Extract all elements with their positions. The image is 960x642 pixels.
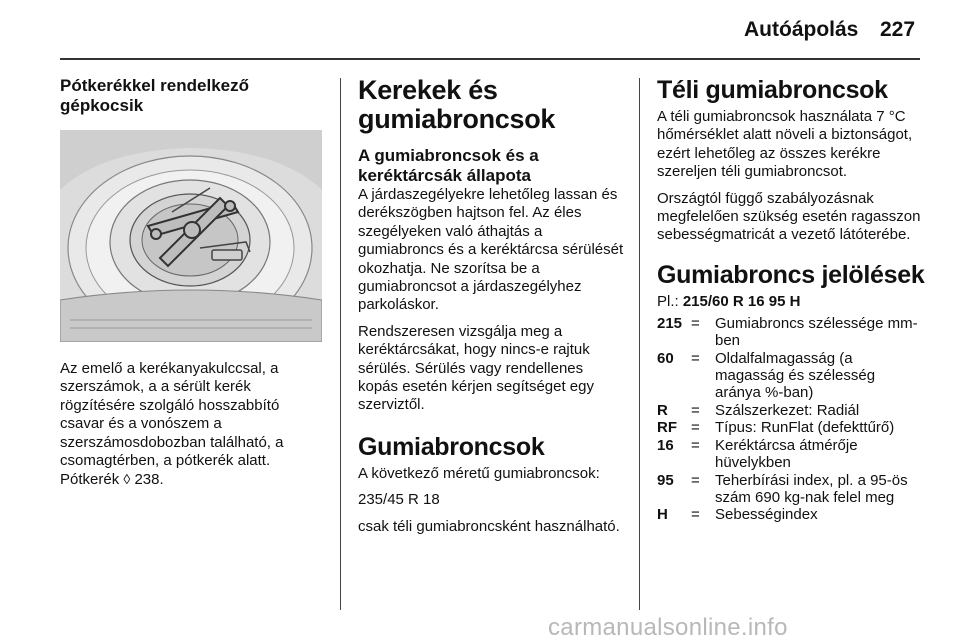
tyres-heading: Gumiabroncsok [358, 432, 545, 461]
section-title: Autóápolás [744, 18, 859, 41]
tyre-size: 235/45 R 18 [358, 491, 440, 509]
marking-desc: Sebességindex [715, 506, 818, 524]
winter-paragraph-2: Országtól függő szabályozásnak megfelelően szükség esetén ragasszon sebességmatricát a vezető látóterébe. [657, 189, 921, 244]
spare-wheel-illustration [60, 130, 322, 342]
marking-code: 60 [657, 349, 674, 367]
condition-paragraph-2: Rendszeresen vizsgálja meg a keréktárcsákat, hogy nincs-e rajtuk sérülés. Sérülés vagy rendellenes kopás esetén kérjen segítséget egy szerviztől. [358, 322, 594, 414]
reference-prefix: Pótkerék [60, 471, 124, 489]
marking-codes-table [657, 315, 925, 524]
column-right [657, 76, 925, 524]
header-divider [60, 58, 920, 60]
marking-example [657, 293, 925, 311]
marking-code-row [657, 506, 925, 523]
example-value: 215/60 R 16 95 H [682, 292, 801, 310]
marking-eq: = [691, 471, 700, 489]
column-left [60, 76, 322, 498]
marking-eq: = [691, 349, 700, 367]
spare-wheel-text [60, 360, 322, 490]
wheels-tyres-title: Kerekek és gumiabroncsok [358, 75, 556, 134]
winter-tyres-heading: Téli gumiabroncsok [657, 76, 888, 104]
tyre-note: csak téli gumiabroncsként használható. [358, 517, 620, 535]
spare-wheel-heading: Pótkerékkel rendelkező gépkocsik [60, 76, 249, 115]
column-divider-2 [639, 78, 640, 610]
marking-desc: Gumiabroncs szélessége mm-ben [715, 314, 918, 350]
marking-code-row [657, 472, 925, 507]
marking-code: 215 [657, 314, 683, 332]
marking-desc: Szálszerkezet: Radiál [715, 401, 860, 419]
reference-page: 238. [130, 471, 164, 489]
marking-code: RF [657, 419, 677, 437]
tyres-intro: A következő méretű gumiabroncsok: [358, 464, 600, 482]
marking-code-row [657, 437, 925, 472]
tyre-markings-heading: Gumiabroncs jelölések [657, 260, 925, 289]
marking-code-row [657, 350, 925, 402]
marking-code: 95 [657, 471, 674, 489]
winter-paragraph-1: A téli gumiabroncsok használata 7 °C hőmérséklet alatt növeli a biztonságot, ezért lehetőleg az összes kerékre szereljen téli gumiabroncsot. [657, 108, 913, 181]
marking-desc: Oldalfalmagasság (a magasság és szélesség aránya %-ban) [715, 349, 876, 402]
spare-wheel-figure [60, 130, 322, 342]
marking-eq: = [691, 419, 700, 437]
page-number: 227 [880, 18, 916, 41]
marking-code: 16 [657, 436, 674, 454]
marking-desc: Típus: RunFlat (defekttűrő) [715, 419, 895, 437]
reference-arrow-icon: ◊ [123, 471, 131, 488]
marking-eq: = [691, 401, 700, 419]
example-prefix: Pl.: [657, 292, 683, 310]
marking-eq: = [691, 314, 700, 332]
column-divider-1 [340, 78, 341, 610]
marking-code-row [657, 402, 925, 419]
condition-subheading: A gumiabroncsok és a keréktárcsák állapota [358, 146, 539, 185]
condition-paragraph-1: A járdaszegélyekre lehetőleg lassan és derékszögben hajtson fel. Az éles szegélyeken való áthajtás a gumiabroncs és a keréktárcsa sérülését okozhatja. Ne szorítsa be a gumiabroncsot a járdaszegélyhez parkoláskor. [358, 186, 624, 314]
marking-code-row [657, 315, 925, 350]
marking-code-row [657, 419, 925, 436]
marking-eq: = [691, 436, 700, 454]
marking-code: H [657, 506, 668, 524]
marking-code: R [657, 401, 668, 419]
marking-desc: Keréktárcsa átmérője hüvelykben [715, 436, 858, 472]
column-middle [358, 76, 626, 544]
watermark: carmanualsonline.info [548, 614, 788, 641]
marking-eq: = [691, 506, 700, 524]
spare-wheel-body: Az emelő a kerékanyakulccsal, a szerszámok, a a sérült kerék rögzítésére szolgáló hosszabbító csavar és a vonószem a szerszámosdobozban található, a csomagtérben, a pótkerék alatt. [60, 360, 284, 470]
page-header [0, 0, 960, 58]
marking-desc: Teherbírási index, pl. a 95-ös szám 690 kg-nak felel meg [715, 471, 908, 506]
